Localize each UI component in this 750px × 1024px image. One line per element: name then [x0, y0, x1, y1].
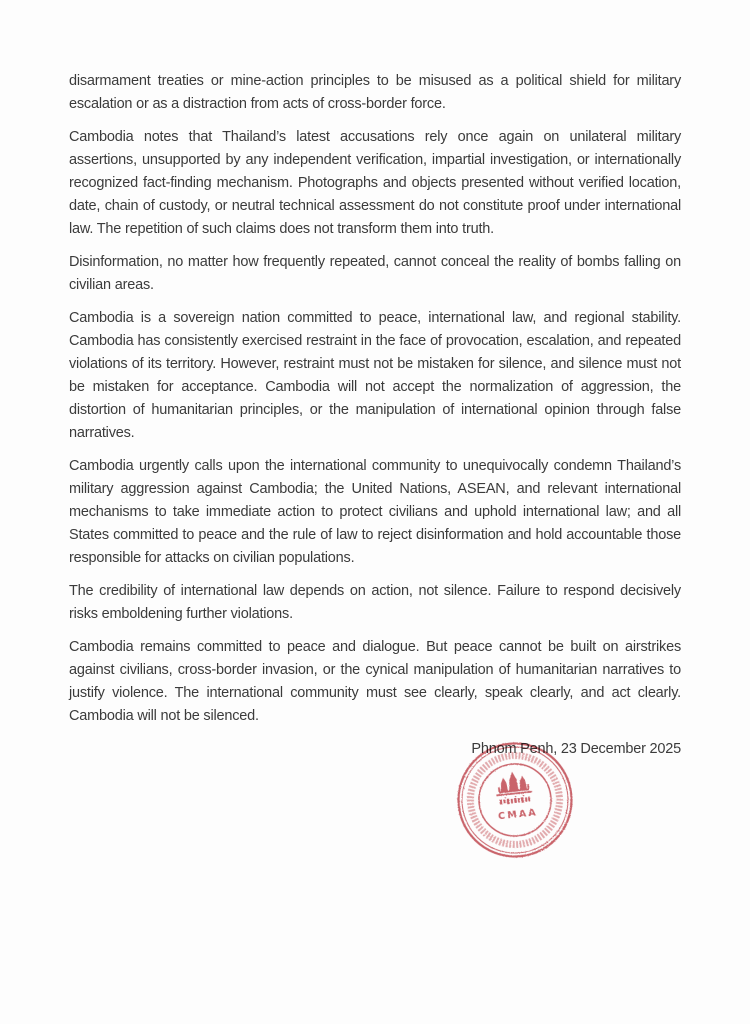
paragraph: Disinformation, no matter how frequently repeated, cannot conceal the reality of bombs falling on civilian areas.: [69, 254, 681, 293]
paragraph: Cambodia remains committed to peace and dialogue. But peace cannot be built on airstrikes against civilians, cross-border invasion, or the cynical manipulation of humanitarian narratives to justify violence. The international community must see clearly, speak clearly, and act clearly. Cambodia will not be silenced.: [69, 639, 681, 724]
paragraph: disarmament treaties or mine-action principles to be misused as a political shield for military escalation or as a distraction from acts of cross-border force.: [69, 73, 681, 112]
paragraph: Cambodia is a sovereign nation committed to peace, international law, and regional stability. Cambodia has consistently exercised restraint in the face of provocation, escalation, and repeated violations of its territory. However, restraint must not be mistaken for silence, and silence must not be mistaken for acceptance. Cambodia will not accept the normalization of aggression, the distortion of humanitarian principles, or the manipulation of international opinion through false narratives.: [69, 310, 681, 441]
letter-body: [69, 70, 681, 761]
stamp-inner-ring: [475, 760, 554, 839]
stamp-acronym: CMAA: [497, 807, 539, 823]
dateline: Phnom Penh, 23 December 2025: [471, 741, 681, 757]
stamp-khmer-ring-text: [466, 751, 564, 849]
paragraph: Cambodia urgently calls upon the international community to unequivocally condemn Thailand’s military aggression against Cambodia; the United Nations, ASEAN, and relevant international mechanisms to take immediate action to protect civilians and uphold international law; and all States committed to peace and the rule of law to reject disinformation and hold accountable those responsible for attacks on civilian populations.: [69, 458, 681, 566]
paragraph: The credibility of international law depends on action, not silence. Failure to respond decisively risks emboldening further violations.: [69, 583, 681, 622]
stamp-khmer-caption: [499, 794, 530, 805]
angkor-wat-icon: [494, 770, 532, 797]
paragraph: Cambodia notes that Thailand’s latest accusations rely once again on unilateral military assertions, unsupported by any independent verification, impartial investigation, or internationally recognized fact-finding mechanism. Photographs and objects presented without verified location, date, chain of custody, or neutral technical assessment do not constitute proof under international law. The repetition of such claims does not transform them into truth.: [69, 129, 681, 237]
